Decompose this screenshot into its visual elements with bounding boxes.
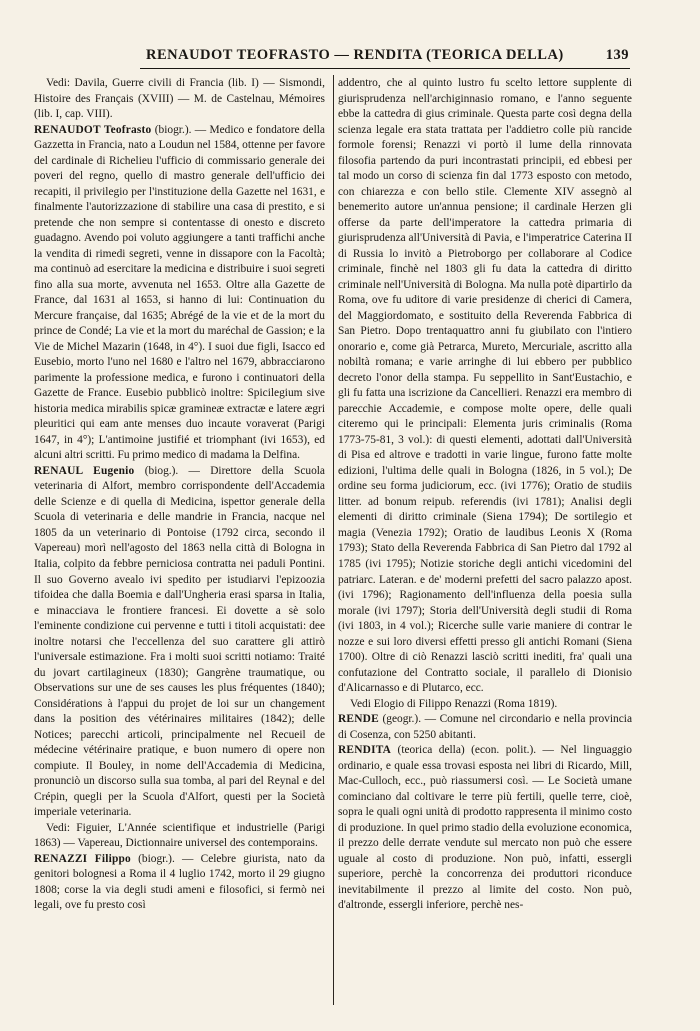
- entry-headword: RENAZZI Filippo: [34, 852, 131, 865]
- entry-body: (biogr.). — Medico e fondatore della Gazzetta in Francia, nato a Loudun nel 1584, ottenne per favore del cardinale di Richelieu l'ufficio di commissario generale dei poveri del regno, quello di mastro generale dell'ufficio dei recapiti, il privilegio per l'instituzione della Gazette nel 1631, e finalmente l'autorizzazione di stabilire una casa di prestito, e si pretende che non sempre si contentasse di onesto e discreto guadagno. Avendo poi voluto aggiungere a tanti traffichi anche la vendita di rimedi segreti, venne in dissapore con la Facoltà; ma continuò ad esercitare la medicina e distribuire i suoi segreti fino alla sua morte, avvenuta nel 1653. Oltre alla Gazette de France, dal 1631 al 1653, si hanno di lui: Continuation du Mercure française, dal 1635; Abrégé de la vie et de la mort du prince de Condé; La vie et la mort du maréchal de Gassion; e la Vie de Michel Mazarin (1648, in 4°). I suoi due figli, Isacco ed Eusebio, morto l'uno nel 1680 e l'altro nel 1679, abbracciarono parimente la professione medica, e furono i continuatori della Gazette de France. Eusebio pubblicò inoltre: Spicilegium sive historia medica mirabilis spicæ gramineæ extractæ e latere ægri pleuritici qui eam ante menses duo incaute voraverat (Parigi 1647, in 4°); L'antimoine justifié et triomphant (ivi 1653), ed alcuni altri scritti. Fu primo medico di madama la Delfina.: [34, 123, 325, 462]
- entry-body: (teorica della) (econ. polit.). — Nel linguaggio ordinario, e quale essa trovasi esposta nei libri di Ricardo, Mill, Mac-Culloch, ecc., può riassumersi così. — Le Società umane cominciano dal coltivare le terre più fertili, quelle terre, cioè, sopra le quali ogni unità di prodotto rappresenta il minimo costo di produzione. In quel primo stadio della evoluzione economica, il prezzo delle derrate vendute sul mercato non può che essere uguale al costo di produzione. Non può, infatti, essergli superiore, perchè la concorrenza dei produttori riconduce inevitabilmente il prezzo al limite del costo. Non può, d'altronde, essergli inferiore, perchè nes-: [338, 744, 632, 912]
- entry-rendita: [338, 743, 632, 914]
- entry-headword: RENDITA: [338, 744, 392, 757]
- left-column: [34, 76, 325, 1006]
- entry-renazzi-continued: addentro, che al quinto lustro fu scelto lettore supplente di giurisprudenza nell'archiginnasio romano, e l'anno seguente ebbe la cattedra di gius criminale. Questa parte così degna della scienza legale era stata trattata per l'addietro colle più rancide formole forensi; Renazzi vi portò il lume della rinnovata filosofia partendo da puri incontrastati principii, ed ebbesi per tal modo un corso di scienza fin dal 1773 esposto con metodo, con chiarezza e con bello stile. Clemente XIV assegnò al benemerito autore un'annua pensione; il cardinale Herzen gli offerse da parte dell'imperatore la cattedra primaria di giurisprudenza all'Università di Pavia, e l'imperatrice Caterina II di Russia lo invitò a Pietroborgo per collaborare al Codice criminale, finchè nel 1803 gli fu data la cattedra di diritto criminale nell'Università di Bologna. Ma nulla potè dipartirlo da Roma, ove fu uditore di varie presidenze di cherici di Camera, del Maggiordomato, e sostituito della Reverenda Fabbrica di San Pietro. Dopo trentaquattro anni fu giubilato con l'intiero onorario e, come già Petrarca, Mureto, Mercuriale, ascritto alla nobiltà romana; e varie arringhe di lui ebbero per pubblico decreto l'onor della stampa. Fu seppellito in Sant'Eustachio, e gli fu fatta una iscrizione da Cancellieri. Renazzi era membro di parecchie Accademie, e compose molte opere, delle quali citeremo qui le principali: Elementa juris criminalis (Roma 1773-75-81, 3 vol.): di questi elementi, adottati dall'Università di Pisa ed altrove e tradotti in varie lingue, furono fatte molte edizioni, l'ultima delle quali in Bologna (1826, in 5 vol.); De ordine seu forma judiciorum, ecc. (ivi 1776); Oratio de studiis litter. ad bonum reipub. referendis (ivi 1781); Analisi degli elementi di diritto criminale (Siena 1794); De sortilegio et magia (Venezia 1792); Oratio de laudibus Leonis X (Roma 1793); Stato della Reverenda Fabbrica di San Pietro dal 1792 al 1785 (ivi 1795); Notizie storiche degli antichi vicedomini del patriarc. Lateran. e de' moderni prefetti del sacro palazzo apost. (ivi 1796); Ragionamento dell'influenza della poesia sulla morale (ivi 1797); Storia dell'Università degli studii di Roma (ivi 1803, in 4 vol.); Ricerche sulle varie maniere di contrar le nozze e sui loro diversi effetti presso gli antichi Romani (Siena 1700). Oltre di ciò Renazzi lasciò scritti inediti, fra' quali una confutazione del Contratto sociale, il parallelo di Dionisio d'Alicarnasso e di Plutarco, ecc.: [338, 77, 632, 695]
- entry-renaul: [34, 464, 325, 821]
- entry-headword: RENAUDOT Teofrasto: [34, 123, 152, 136]
- see-also-note: Vedi: Figuier, L'Année scientifique et industrielle (Parigi 1863) — Vapereau, Dictionnaire universel des contemporains.: [34, 821, 325, 850]
- column-divider: [333, 75, 334, 1005]
- entry-headword: RENAUL Eugenio: [34, 464, 135, 477]
- entry-body: (geogr.). — Comune nel circondario e nella provincia di Cosenza, con 5250 abitanti.: [338, 713, 632, 741]
- entry-renazzi: [34, 852, 325, 914]
- entry-rende: [338, 712, 632, 743]
- entry-body: (biogr.). — Celebre giurista, nato da genitori bolognesi a Roma il 4 luglio 1742, morto il 29 giugno 1808; corse la via degli studi ameni e filosofici, si fermò nei legali, ove fu presto così: [34, 852, 325, 912]
- entry-headword: RENDE: [338, 713, 379, 726]
- running-header: [140, 46, 630, 69]
- see-also-note: Vedi Elogio di Filippo Renazzi (Roma 1819).: [350, 697, 558, 710]
- page-number: 139: [605, 47, 629, 63]
- right-column: [338, 76, 632, 1006]
- entry-renaudot: [34, 123, 325, 464]
- entry-body: (biog.). — Direttore della Scuola veterinaria di Alfort, membro corrispondente dell'Accademia delle Scienze e di quella di Medicina, ispettor generale della Scuola di veterinaria e delle mandrie in Francia, nacque nel 1805 da un veterinario di Pontoise (1792 circa, secondo il Vapereau) morì nell'agosto del 1863 nella città di Bologna in Italia, colpito da febbre perniciosa contratta nei paduli Pontini. Il suo Governo avealo ivi spedito per istudiarvi l'epizoozia tifoidea che dalla Boemia e dall'Ungheria erasi sparsa in Italia, e minacciava le frontiere francesi. Ei dovette a sè solo l'eminente condizione cui pervenne e tutti i titoli acquistati: dee inoltre notarsi che l'eccellenza del suo carattere gli attirò l'universale estimazione. Fra i molti suoi scritti notiamo: Traité du jovart cartilagineux (1830); Gangrène traumatique, ou Observations sur une de ses causes les plus fréquentes (1840); Considérations à l'appui du projet de loi sur un changement dans la position des vétérinaires militaires (1842); delle Notices; parecchi articoli, principalmente nel Recueil de médecine vétérinaire pratique, e buon numero di opere non compiute. Il Bouley, in nome dell'Accademia di Medicina, pronunciò un discorso sulla sua tomba, al pari del Reynal e del Crépin, quegli per la Scuola d'Alfort, questi per la Società imperiale veterinaria.: [34, 464, 325, 819]
- header-title: RENAUDOT TEOFRASTO — RENDITA (TEORICA DELLA): [146, 47, 564, 63]
- see-also-note: Vedi: Davila, Guerre civili di Francia (lib. I) — Sismondi, Histoire des Français (XVIII) — M. de Castelnau, Mémoires (lib. I, cap. VIII).: [34, 77, 325, 121]
